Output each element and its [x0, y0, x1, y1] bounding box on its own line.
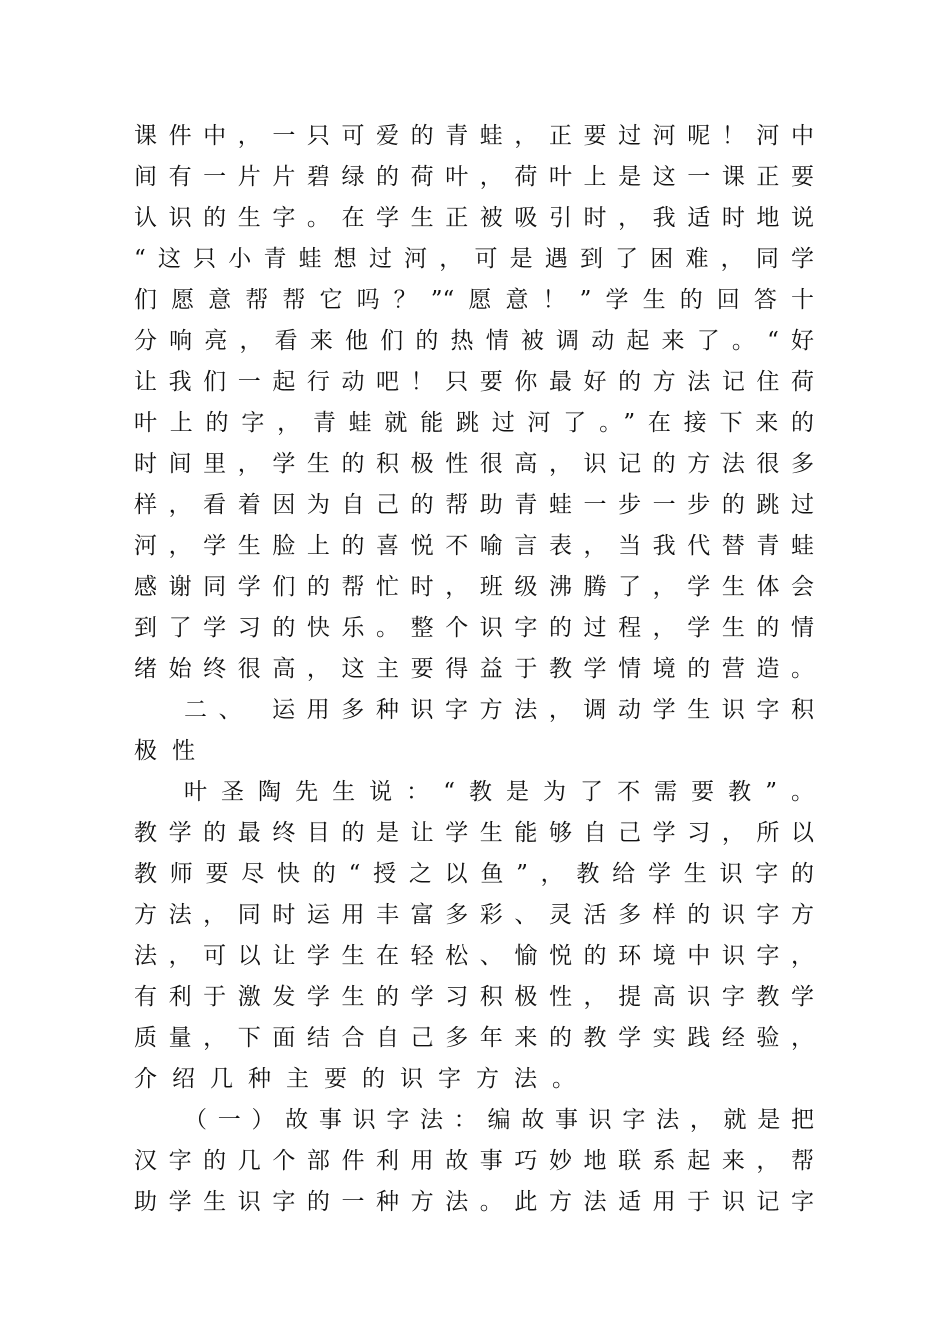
text-line: 们愿意帮帮它吗？”“愿意！”学生的回答十 — [134, 287, 814, 313]
subsection-line: （一）故事识字法：编故事识字法，就是把 — [184, 1107, 814, 1133]
text-line: 助学生识字的一种方法。此方法适用于识记字 — [134, 1189, 814, 1215]
section-heading: 二、 运用多种识字方法，调动学生识字积 — [184, 697, 814, 723]
text-line: 课件中，一只可爱的青蛙，正要过河呢！河中 — [134, 123, 814, 149]
document-text — [134, 116, 814, 1223]
text-line: 有利于激发学生的学习积极性，提高识字教学 — [134, 984, 814, 1010]
text-line: 分响亮，看来他们的热情被调动起来了。“好 — [134, 328, 814, 354]
text-line: 时间里，学生的积极性很高，识记的方法很多 — [134, 451, 814, 477]
text-line: 认识的生字。在学生正被吸引时，我适时地说 — [134, 205, 814, 231]
text-line: 教师要尽快的“授之以鱼”，教给学生识字的 — [134, 861, 814, 887]
text-line: “这只小青蛙想过河，可是遇到了困难，同学 — [134, 246, 814, 272]
text-line: 样，看着因为自己的帮助青蛙一步一步的跳过 — [134, 492, 814, 518]
text-line: 让我们一起行动吧！只要你最好的方法记住荷 — [134, 369, 814, 395]
text-line: 教学的最终目的是让学生能够自己学习，所以 — [134, 820, 814, 846]
text-line: 感谢同学们的帮忙时，班级沸腾了，学生体会 — [134, 574, 814, 600]
text-line: 方法，同时运用丰富多彩、灵活多样的识字方 — [134, 902, 814, 928]
text-line: 介绍几种主要的识字方法。 — [134, 1066, 590, 1092]
text-line: 绪始终很高，这主要得益于教学情境的营造。 — [134, 656, 814, 682]
text-line: 质量，下面结合自己多年来的教学实践经验， — [134, 1025, 814, 1051]
text-line: 河，学生脸上的喜悦不喻言表，当我代替青蛙 — [134, 533, 814, 559]
section-heading-continuation: 极性 — [134, 738, 210, 764]
text-line: 法，可以让学生在轻松、愉悦的环境中识字， — [134, 943, 814, 969]
text-line: 到了学习的快乐。整个识字的过程，学生的情 — [134, 615, 814, 641]
text-line: 间有一片片碧绿的荷叶，荷叶上是这一课正要 — [134, 164, 814, 190]
text-line: 叶上的字，青蛙就能跳过河了。”在接下来的 — [134, 410, 814, 436]
text-line: 叶圣陶先生说：“教是为了不需要教”。 — [184, 779, 814, 805]
text-line: 汉字的几个部件利用故事巧妙地联系起来，帮 — [134, 1148, 814, 1174]
